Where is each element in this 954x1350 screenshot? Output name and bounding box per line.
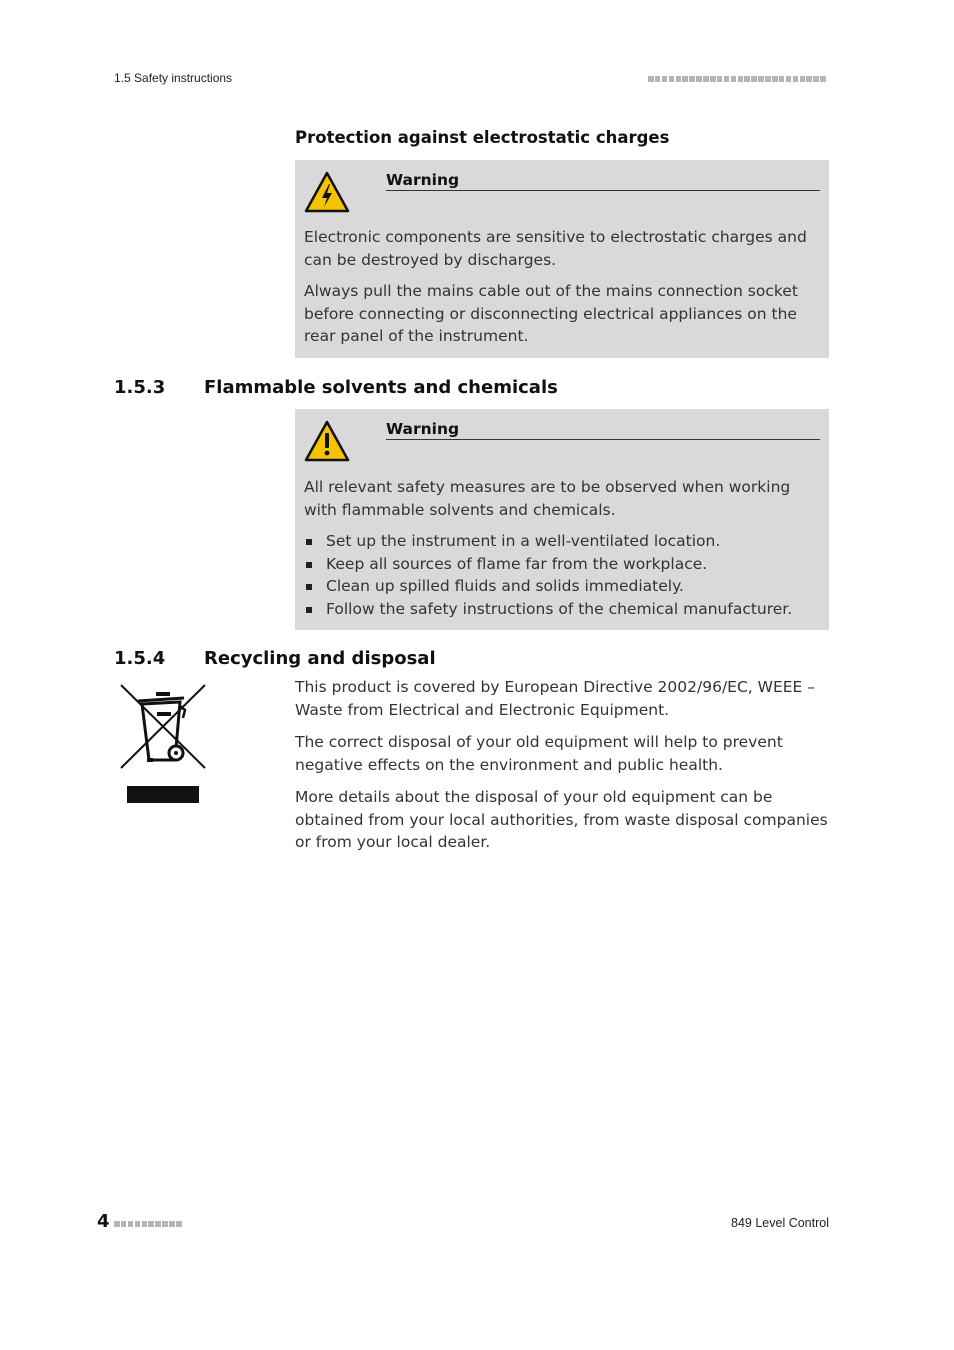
safety-measures-list <box>304 530 822 620</box>
running-header: 1.5 Safety instructions <box>114 71 233 85</box>
decor-square <box>806 76 812 82</box>
exclamation-warning-icon <box>304 420 350 462</box>
decor-square <box>779 76 785 82</box>
decor-square <box>813 76 819 82</box>
decor-square <box>793 76 799 82</box>
warning-paragraph: Electronic components are sensitive to electrostatic charges and can be destroyed by discharges. <box>304 228 807 269</box>
decor-square <box>142 1221 148 1227</box>
bullet-icon <box>306 584 312 590</box>
decor-square <box>703 76 709 82</box>
decor-square <box>682 76 688 82</box>
decor-square <box>155 1221 161 1227</box>
electrical-hazard-icon <box>304 171 350 213</box>
decor-square <box>689 76 695 82</box>
decor-square <box>772 76 778 82</box>
decor-square <box>662 76 668 82</box>
bullet-icon <box>306 539 312 545</box>
footer-decoration <box>114 1221 182 1227</box>
header-decoration <box>648 76 826 82</box>
decor-square <box>724 76 730 82</box>
decor-square <box>128 1221 134 1227</box>
decor-square <box>135 1221 141 1227</box>
warning-paragraph: Always pull the mains cable out of the mains connection socket before connecting or disconnecting electrical appliances on the rear panel of the instrument. <box>304 282 798 345</box>
list-item: Clean up spilled fluids and solids immediately. <box>304 575 822 598</box>
section-number: 1.5.3 <box>114 377 166 398</box>
decor-square <box>114 1221 120 1227</box>
decor-square <box>744 76 750 82</box>
bullet-icon <box>306 607 312 613</box>
section-number: 1.5.4 <box>114 648 166 669</box>
section-title: Recycling and disposal <box>204 648 436 669</box>
chemicals-warning-box <box>295 409 829 630</box>
decor-square <box>751 76 757 82</box>
decor-square <box>169 1221 175 1227</box>
recycling-body <box>295 676 829 854</box>
warning-paragraph: All relevant safety measures are to be observed when working with flammable solvents and chemicals. <box>304 478 791 519</box>
decor-square <box>738 76 744 82</box>
section-heading-flammable <box>114 377 714 401</box>
decor-square <box>696 76 702 82</box>
decor-square <box>148 1221 154 1227</box>
decor-square <box>820 76 826 82</box>
esd-warning-box <box>295 160 829 358</box>
decor-square <box>176 1221 182 1227</box>
decor-square <box>162 1221 168 1227</box>
decor-square <box>800 76 806 82</box>
bullet-icon <box>306 562 312 568</box>
warning-label: Warning <box>386 171 820 191</box>
section-heading-recycling <box>114 648 714 672</box>
decor-square <box>758 76 764 82</box>
decor-square <box>731 76 737 82</box>
list-item: Set up the instrument in a well-ventilated location. <box>304 530 822 553</box>
decor-square <box>648 76 654 82</box>
subsection-heading: Protection against electrostatic charges <box>295 128 670 147</box>
decor-square <box>786 76 792 82</box>
paragraph: This product is covered by European Directive 2002/96/EC, WEEE – Waste from Electrical and Electronic Equipment. <box>295 678 816 719</box>
decor-square <box>676 76 682 82</box>
decor-square <box>655 76 661 82</box>
section-title: Flammable solvents and chemicals <box>204 377 558 398</box>
crossed-out-wheelie-bin-icon <box>118 682 208 806</box>
decor-square <box>121 1221 127 1227</box>
list-item: Keep all sources of flame far from the workplace. <box>304 553 822 576</box>
product-name: 849 Level Control <box>731 1216 829 1230</box>
page-number: 4 <box>97 1211 110 1232</box>
list-item: Follow the safety instructions of the chemical manufacturer. <box>304 598 822 621</box>
decor-square <box>710 76 716 82</box>
decor-square <box>765 76 771 82</box>
decor-square <box>669 76 675 82</box>
paragraph: The correct disposal of your old equipment will help to prevent negative effects on the environment and public health. <box>295 733 783 774</box>
warning-label: Warning <box>386 420 820 440</box>
decor-square <box>717 76 723 82</box>
paragraph: More details about the disposal of your old equipment can be obtained from your local authorities, from waste disposal companies or from your local dealer. <box>295 788 828 851</box>
